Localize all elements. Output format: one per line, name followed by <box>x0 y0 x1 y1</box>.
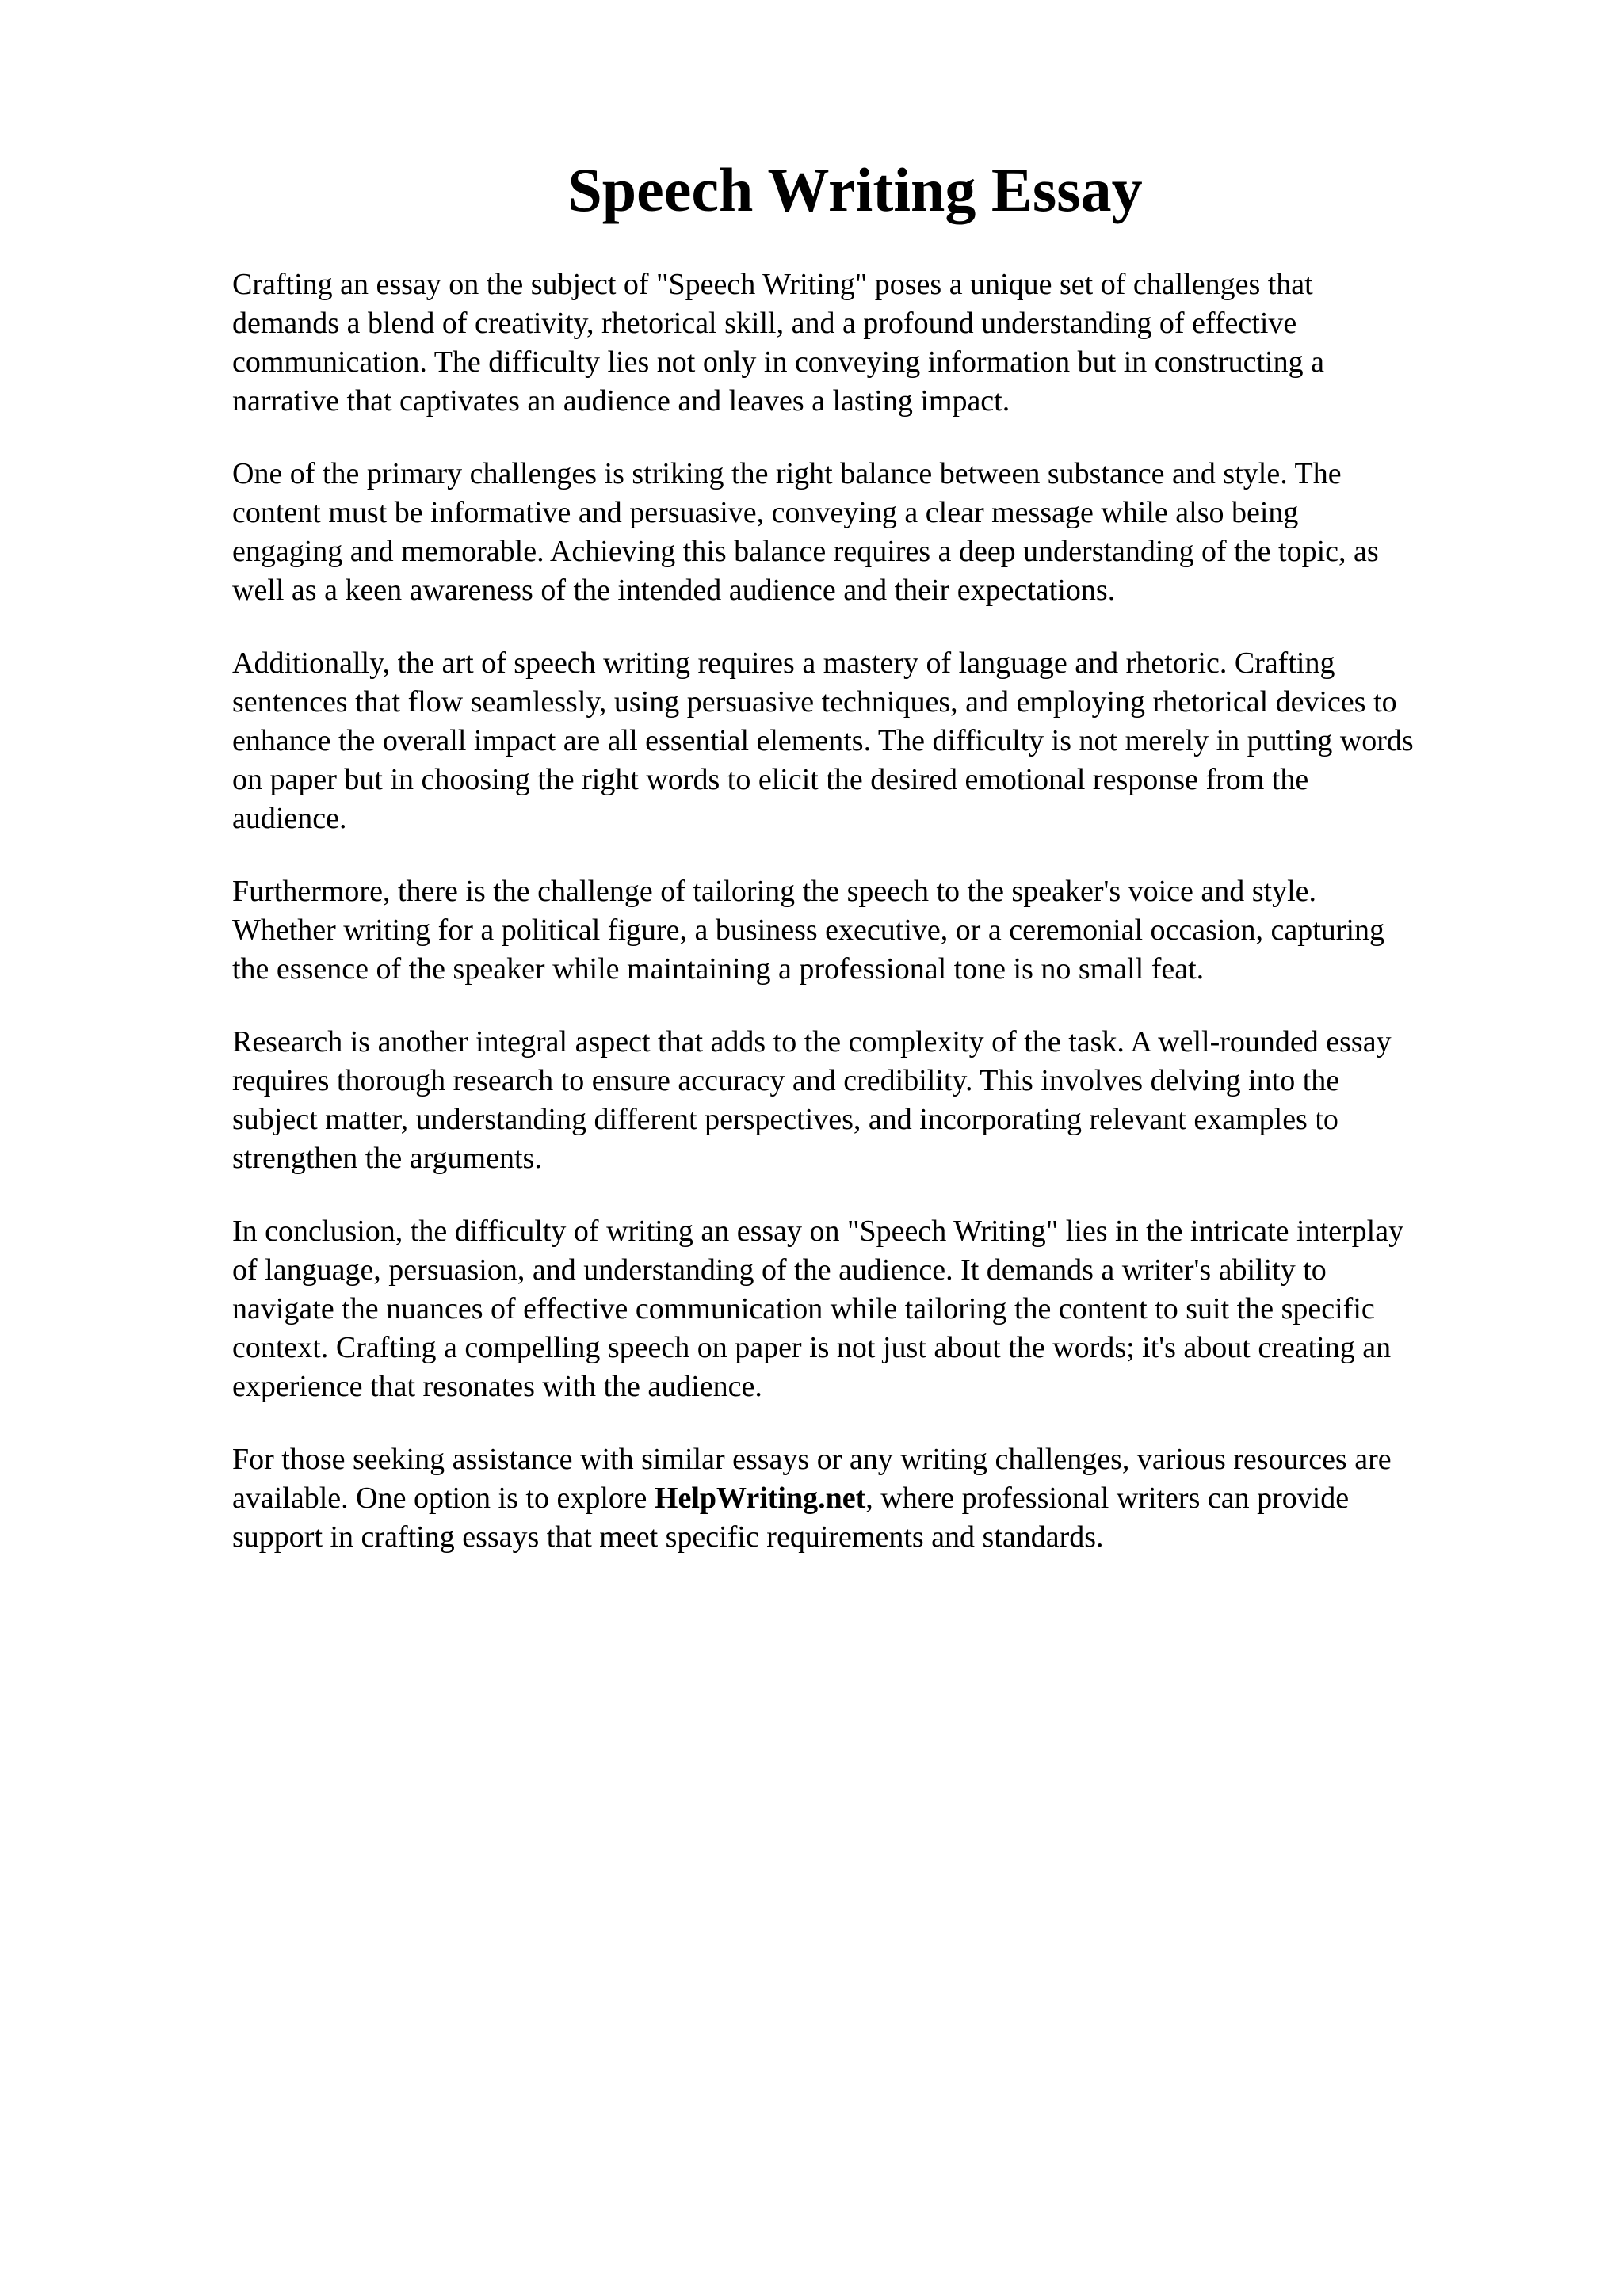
paragraph-line: audience. <box>232 802 347 835</box>
paragraph-line: support in crafting essays that meet specific requirements and standards. <box>232 1520 1104 1554</box>
helpwriting-link[interactable]: HelpWriting.net <box>654 1482 866 1515</box>
paragraph-4 <box>232 872 1532 989</box>
paragraph-line: well as a keen awareness of the intended audience and their expectations. <box>232 574 1116 607</box>
paragraph-2 <box>232 455 1532 610</box>
paragraph-3 <box>232 644 1532 838</box>
paragraph-line: sentences that flow seamlessly, using persuasive techniques, and employing rhetorical devices to <box>232 685 1397 719</box>
paragraph-line: For those seeking assistance with similar essays or any writing challenges, various resources are <box>232 1443 1392 1476</box>
paragraph-line: One of the primary challenges is striking the right balance between substance and style. The <box>232 457 1342 490</box>
paragraph-6 <box>232 1212 1532 1406</box>
paragraph-line: communication. The difficulty lies not only in conveying information but in constructing a <box>232 345 1324 379</box>
document-title: Speech Writing Essay <box>567 155 1143 224</box>
paragraph-line: strengthen the arguments. <box>232 1142 542 1175</box>
paragraph-line: In conclusion, the difficulty of writing an essay on "Speech Writing" lies in the intricate interplay <box>232 1215 1404 1248</box>
paragraph-line: narrative that captivates an audience and leaves a lasting impact. <box>232 384 1010 418</box>
paragraph-line: Crafting an essay on the subject of "Speech Writing" poses a unique set of challenges that <box>232 268 1313 301</box>
paragraph-line: subject matter, understanding different perspectives, and incorporating relevant examples to <box>232 1103 1338 1136</box>
paragraph-line: requires thorough research to ensure accuracy and credibility. This involves delving into the <box>232 1064 1340 1097</box>
closing-text-before-link: available. One option is to explore <box>232 1482 655 1515</box>
paragraph-5 <box>232 1023 1532 1178</box>
paragraph-line: Additionally, the art of speech writing requires a mastery of language and rhetoric. Crafting <box>232 646 1335 680</box>
paragraph-line: engaging and memorable. Achieving this balance requires a deep understanding of the topic, as <box>232 535 1379 568</box>
closing-text-after-link: , where professional writers can provide <box>865 1482 1350 1515</box>
paragraph-line: demands a blend of creativity, rhetorical skill, and a profound understanding of effective <box>232 307 1297 340</box>
paragraph-line: enhance the overall impact are all essential elements. The difficulty is not merely in putting words <box>232 724 1414 757</box>
closing-paragraph <box>232 1440 1532 1557</box>
essay-body <box>232 265 1532 1591</box>
paragraph-line: context. Crafting a compelling speech on paper is not just about the words; it's about creating an <box>232 1331 1392 1364</box>
paragraph-line: the essence of the speaker while maintaining a professional tone is no small feat. <box>232 952 1205 986</box>
paragraph-line: content must be informative and persuasive, conveying a clear message while also being <box>232 496 1299 529</box>
paragraph-line: Whether writing for a political figure, a business executive, or a ceremonial occasion, capturing <box>232 913 1385 947</box>
paragraph-line: of language, persuasion, and understanding of the audience. It demands a writer's ability to <box>232 1253 1327 1287</box>
paragraph-line: Furthermore, there is the challenge of tailoring the speech to the speaker's voice and style. <box>232 875 1317 908</box>
paragraph-line: navigate the nuances of effective communication while tailoring the content to suit the specific <box>232 1292 1375 1325</box>
paragraph-line: experience that resonates with the audience. <box>232 1370 762 1403</box>
paragraph-line: Research is another integral aspect that adds to the complexity of the task. A well-rounded essay <box>232 1025 1392 1058</box>
paragraph-line: on paper but in choosing the right words to elicit the desired emotional response from the <box>232 763 1309 796</box>
paragraph-1 <box>232 265 1532 421</box>
paragraph-line-with-link <box>232 1479 1532 1518</box>
